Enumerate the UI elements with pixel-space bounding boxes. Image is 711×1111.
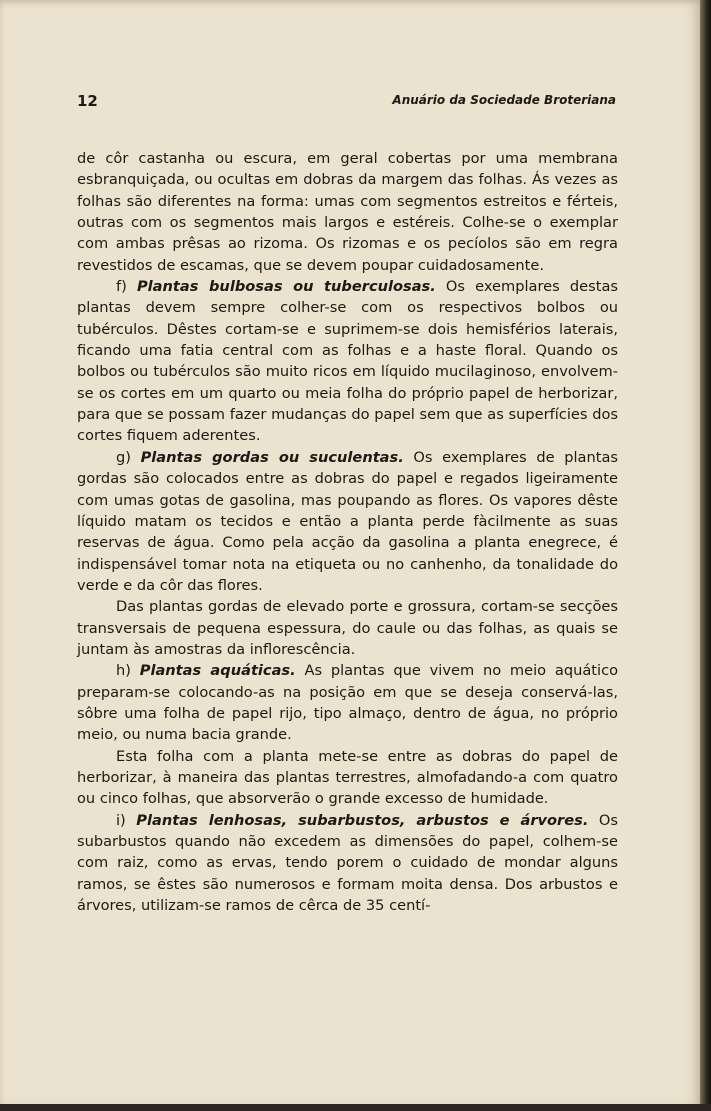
page-edge	[700, 0, 711, 1111]
section-label: f)	[116, 278, 127, 296]
paragraph-text: Os exemplares destas plantas devem sempre colher-se com os respectivos bolbos ou tubérculos. Dêstes cortam-se e suprimem-se dois hemisférios laterais, ficando uma fatia central com as folhas e a haste floral. Quando os bolbos ou tubérculos são muito ricos em líquido mucilaginoso, envolvem-se os cortes em um quarto ou meia folha do próprio papel de herborizar, para que se possam fazer mudanças do papel sem que as superfícies dos cortes fiquem aderentes.	[77, 278, 618, 445]
paragraph-text: As plantas que vivem no meio aquático preparam-se colocando-as na posição em que se deseja conservá-las, sôbre uma folha de papel rijo, tipo almaço, dentro de água, no próprio meio, ou numa bacia grande.	[77, 662, 619, 744]
page-bottom-edge	[0, 1104, 711, 1111]
section-label: i)	[116, 811, 126, 829]
page-number: 12	[77, 92, 98, 110]
paragraph-section-f	[77, 276, 618, 447]
body-text	[77, 148, 618, 916]
paragraph-text: Esta folha com a planta mete-se entre as dobras do papel de herborizar, à maneira das plantas terrestres, almofadando-a com quatro ou cinco folhas, que absorverão o grande excesso de humidade.	[77, 747, 618, 808]
paragraph-section-h	[77, 660, 618, 745]
paragraph-section-i	[77, 810, 618, 917]
paragraph	[77, 148, 618, 276]
section-label: g)	[116, 448, 131, 466]
paragraph-text: Os exemplares de plantas gordas são colocados entre as dobras do papel e regados ligeiramente com umas gotas de gasolina, mas poupando as flores. Os vapores dêste líquido matam os tecidos e então a planta perde fàcilmente as suas reservas de água. Como pela acção da gasolina a planta enegrece, é indispensável tomar nota na etiqueta ou no canhenho, da tonalidade do verde e da côr das flores.	[77, 448, 618, 594]
paragraph-text: Os subarbustos quando não excedem as dimensões do papel, colhem-se com raiz, como as ervas, tendo porem o cuidado de mondar alguns ramos, se êstes são numerosos e formam moita densa. Dos arbustos e árvores, utilizam-se ramos de cêrca de 35 centí-	[77, 811, 619, 915]
page-header	[77, 92, 616, 114]
paragraph-text: de côr castanha ou escura, em geral cobertas por uma membrana esbranquiçada, ou ocultas em dobras da margem das folhas. Ás vezes as folhas são diferentes na forma: umas com segmentos estreitos e férteis, outras com os segmentos mais largos e estéreis. Colhe-se o exemplar com ambas prêsas ao rizoma. Os rizomas e os pecíolos são em regra revestidos de escamas, que se devem poupar cuidadosamente.	[77, 150, 618, 274]
paragraph	[77, 746, 618, 810]
section-heading: Plantas gordas ou suculentas.	[140, 448, 404, 466]
paragraph-text: Das plantas gordas de elevado porte e grossura, cortam-se secções transversais de pequena espessura, do caule ou das folhas, as quais se juntam às amostras da inflorescência.	[77, 598, 618, 658]
paragraph-section-g	[77, 447, 618, 596]
paragraph	[77, 596, 618, 660]
section-label: h)	[116, 662, 131, 680]
running-head: Anuário da Sociedade Broteriana	[392, 93, 616, 107]
section-heading: Plantas bulbosas ou tuberculosas.	[136, 278, 436, 296]
section-heading: Plantas lenhosas, subarbustos, arbustos e árvores.	[136, 811, 589, 829]
section-heading: Plantas aquáticas.	[139, 662, 296, 680]
